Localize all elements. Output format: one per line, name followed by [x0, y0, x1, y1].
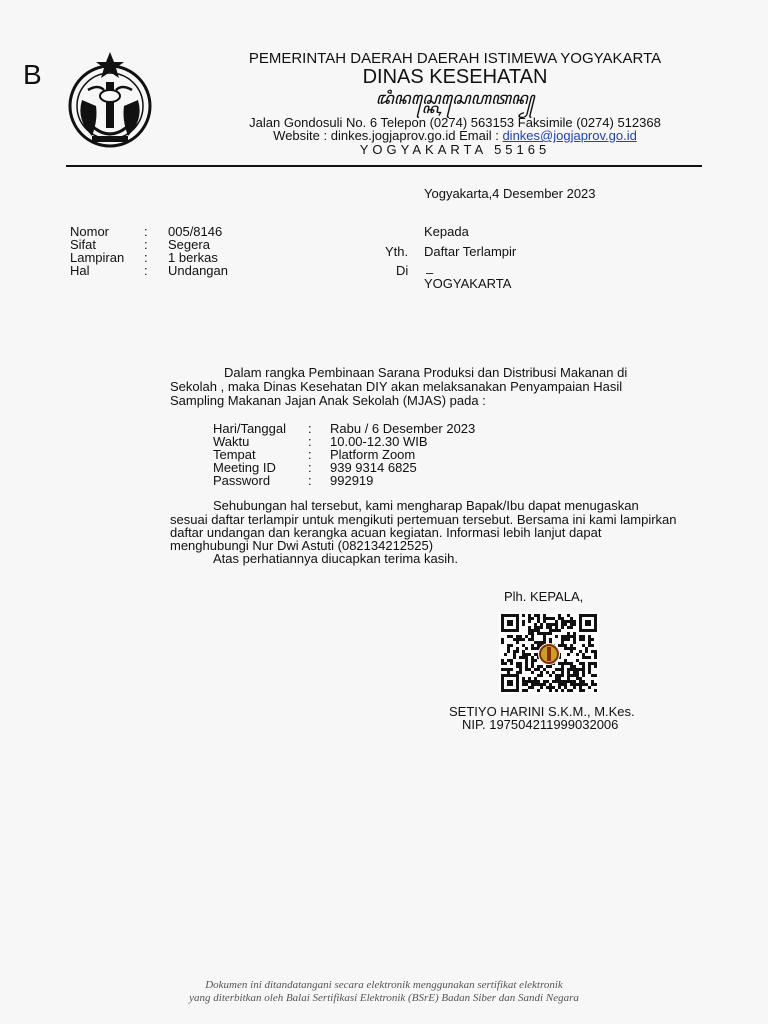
- signature-title: Plh. KEPALA,: [504, 589, 584, 604]
- event-label-meeting-id: Meeting ID: [213, 460, 276, 475]
- letterhead-javanese-script: ꦢꦶꦤꦱ꧀ꦏꦺꦱꦺꦲꦠꦤ꧀: [375, 89, 535, 109]
- closing-line-5: Atas perhatiannya diucapkan terima kasih.: [213, 551, 458, 566]
- event-label-date: Hari/Tanggal: [213, 421, 286, 436]
- intro-line-2: Sekolah , maka Dinas Kesehatan DIY akan melaksanakan Penyampaian Hasil: [170, 379, 623, 394]
- closing-line-2: sesuai daftar terlampir untuk mengikuti pertemuan tersebut. Bersama ini kami lampirkan: [170, 512, 677, 527]
- intro-line-3: Sampling Makanan Jajan Anak Sekolah (MJAS) pada :: [170, 393, 486, 408]
- meta-label-lampiran: Lampiran: [70, 250, 125, 265]
- closing-line-3: daftar undangan dan kerangka acuan kegiatan. Informasi lebih lanjut dapat: [170, 525, 602, 540]
- event-value-place: Platform Zoom: [330, 447, 416, 462]
- letterhead-government-line: PEMERINTAH DAERAH DAERAH ISTIMEWA YOGYAKARTA: [248, 50, 662, 67]
- closing-line-1: Sehubungan hal tersebut, kami mengharap Bapak/Ibu dapat menugaskan: [213, 498, 639, 513]
- recipient-yth: Yth.: [385, 244, 409, 259]
- event-colon: :: [308, 434, 312, 449]
- recipient-di: Di: [396, 263, 409, 278]
- recipient-name: Daftar Terlampir: [424, 244, 517, 259]
- meta-colon: :: [144, 224, 148, 239]
- letterhead-divider: [66, 165, 702, 167]
- recipient-city: YOGYAKARTA: [424, 276, 512, 291]
- event-label-password: Password: [213, 473, 271, 488]
- event-colon: :: [308, 473, 312, 488]
- meta-colon: :: [144, 250, 148, 265]
- closing-line-4-tail: 5): [421, 538, 434, 553]
- footer-line-2: yang diterbitkan oleh Balai Sertifikasi Elektronik (BSrE) Badan Siber dan Sandi Negara: [189, 992, 579, 1004]
- event-value-password: 992919: [330, 473, 374, 488]
- letter-date: Yogyakarta,4 Desember 2023: [424, 186, 596, 201]
- qr-code: [499, 612, 599, 694]
- footer-disclaimer: [60, 979, 708, 1005]
- letterhead-address: Jalan Gondosuli No. 6 Telepon (0274) 563153 Faksimile (0274) 512368: [249, 115, 661, 130]
- signatory-name: SETIYO HARINI S.K.M., M.Kes.: [449, 704, 635, 719]
- corner-letter: B: [23, 59, 42, 90]
- footer-line-1: Dokumen ini ditandatangani secara elektronik menggunakan sertifikat elektronik: [205, 979, 563, 991]
- event-value-meeting-id: 939 9314 6825: [330, 460, 417, 475]
- closing-line-4-text: menghubungi Nur Dwi Astuti (08213421252: [170, 538, 422, 553]
- meta-value-sifat: Segera: [168, 237, 210, 252]
- coat-of-arms-logo: [62, 50, 158, 150]
- recipient-kepada: Kepada: [424, 224, 469, 239]
- event-label-time: Waktu: [213, 434, 250, 449]
- event-value-date: Rabu / 6 Desember 2023: [330, 421, 476, 436]
- letterhead-contact: [160, 129, 750, 143]
- website-text: Website : dinkes.jogjaprov.go.id Email :: [273, 128, 503, 143]
- meta-colon: :: [144, 237, 148, 252]
- meta-value-lampiran: 1 berkas: [168, 250, 218, 265]
- meta-value-nomor: 005/8146: [168, 224, 223, 239]
- signatory-nip: NIP. 197504211999032006: [462, 717, 619, 732]
- letterhead-agency-name: DINAS KESEHATAN: [362, 66, 548, 88]
- event-colon: :: [308, 421, 312, 436]
- meta-label-nomor: Nomor: [70, 224, 110, 239]
- recipient-dash: –: [426, 265, 434, 280]
- email-link[interactable]: dinkes@jogjaprov.go.id: [502, 128, 637, 143]
- meta-label-hal: Hal: [70, 263, 90, 278]
- intro-line-1: Dalam rangka Pembinaan Sarana Produksi dan Distribusi Makanan di: [224, 365, 628, 380]
- event-value-time: 10.00-12.30 WIB: [330, 434, 428, 449]
- event-label-place: Tempat: [213, 447, 256, 462]
- letterhead-city: YOGYAKARTA 55165: [359, 142, 551, 157]
- event-colon: :: [308, 460, 312, 475]
- meta-colon: :: [144, 263, 148, 278]
- meta-label-sifat: Sifat: [70, 237, 97, 252]
- meta-value-hal: Undangan: [168, 263, 228, 278]
- event-colon: :: [308, 447, 312, 462]
